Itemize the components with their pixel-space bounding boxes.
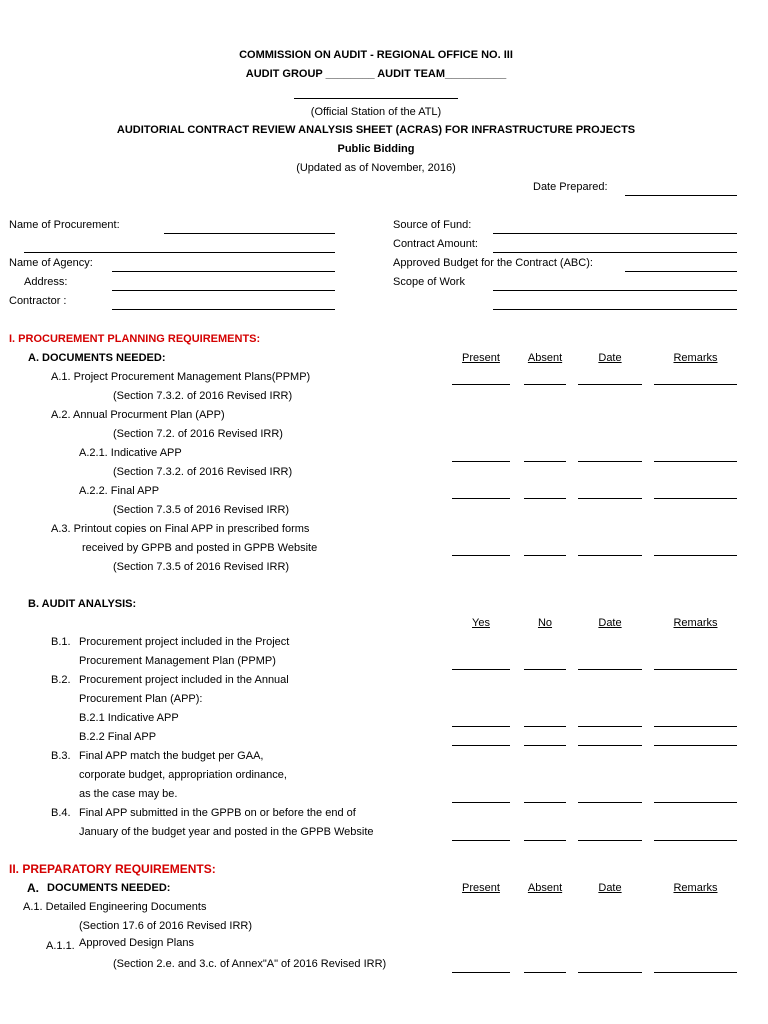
item-a22: A.2.2. Final APP bbox=[79, 485, 160, 497]
item-b4: Final APP submitted in the GPPB on or before the end of bbox=[79, 807, 356, 819]
blank-present-a1 bbox=[452, 384, 510, 385]
blank-yes-b21 bbox=[452, 726, 510, 727]
item-b3-line2: corporate budget, appropriation ordinance, bbox=[79, 769, 287, 781]
blank-present-a21 bbox=[452, 461, 510, 462]
source-of-fund-line bbox=[493, 233, 737, 234]
blank-date-b3 bbox=[578, 802, 642, 803]
blank-no-b4 bbox=[524, 840, 566, 841]
procurement-line-2 bbox=[24, 252, 335, 253]
blank-date-b22 bbox=[578, 745, 642, 746]
col-remarks-b: Remarks bbox=[673, 617, 718, 629]
blank-absent-a1 bbox=[524, 384, 566, 385]
contract-amount-line bbox=[493, 252, 737, 253]
blank-yes-b22 bbox=[452, 745, 510, 746]
item-b4-line2: January of the budget year and posted in the GPPB Website bbox=[79, 826, 374, 838]
document-title: AUDITORIAL CONTRACT REVIEW ANALYSIS SHEET (ACRAS) FOR INFRASTRUCTURE PROJECTS bbox=[116, 124, 636, 136]
blank-remarks-b3 bbox=[654, 802, 737, 803]
col-absent-2: Absent bbox=[527, 882, 563, 894]
blank-remarks-a21 bbox=[654, 461, 737, 462]
item-2a1: A.1. Detailed Engineering Documents bbox=[23, 901, 207, 913]
blank-yes-b3 bbox=[452, 802, 510, 803]
blank-remarks-a1 bbox=[654, 384, 737, 385]
scope-of-work-label: Scope of Work bbox=[393, 276, 465, 288]
date-prepared-line bbox=[625, 195, 737, 196]
blank-remarks-2a11 bbox=[654, 972, 737, 973]
section-1b-title: B. AUDIT ANALYSIS: bbox=[28, 598, 137, 610]
item-b1: Procurement project included in the Project bbox=[79, 636, 290, 648]
item-b2-num: B.2. bbox=[51, 674, 71, 686]
scope-line-1 bbox=[493, 290, 737, 291]
item-2a11: Approved Design Plans bbox=[79, 937, 194, 949]
section-1a-title: A. DOCUMENTS NEEDED: bbox=[28, 352, 166, 364]
blank-date-b4 bbox=[578, 840, 642, 841]
blank-remarks-b4 bbox=[654, 840, 737, 841]
abc-label: Approved Budget for the Contract (ABC): bbox=[393, 257, 593, 269]
col-remarks-2: Remarks bbox=[673, 882, 718, 894]
col-no: No bbox=[537, 617, 553, 629]
item-b1-num: B.1. bbox=[51, 636, 71, 648]
blank-no-b1 bbox=[524, 669, 566, 670]
item-b4-num: B.4. bbox=[51, 807, 71, 819]
item-2a11-ref: (Section 2.e. and 3.c. of Annex"A" of 2016 Revised IRR) bbox=[113, 958, 387, 970]
abc-line bbox=[625, 271, 737, 272]
address-label: Address: bbox=[24, 276, 68, 288]
blank-present-a22 bbox=[452, 498, 510, 499]
item-a1: A.1. Project Procurement Management Plans(PPMP) bbox=[51, 371, 311, 383]
document-subtitle: Public Bidding bbox=[337, 143, 415, 155]
item-a2: A.2. Annual Procurment Plan (APP) bbox=[51, 409, 225, 421]
contractor-label: Contractor : bbox=[9, 295, 67, 307]
col-yes: Yes bbox=[472, 617, 490, 629]
agency-line bbox=[112, 271, 335, 272]
contract-amount-label: Contract Amount: bbox=[393, 238, 478, 250]
blank-no-b3 bbox=[524, 802, 566, 803]
item-b2: Procurement project included in the Annual bbox=[79, 674, 289, 686]
section-1-title: I. PROCUREMENT PLANNING REQUIREMENTS: bbox=[9, 333, 261, 345]
blank-remarks-b21 bbox=[654, 726, 737, 727]
source-of-fund-label: Source of Fund: bbox=[393, 219, 472, 231]
blank-absent-2a11 bbox=[524, 972, 566, 973]
header-line1: COMMISSION ON AUDIT - REGIONAL OFFICE NO. III bbox=[239, 49, 513, 61]
procurement-line-1 bbox=[164, 233, 335, 234]
col-date-b: Date bbox=[598, 617, 622, 629]
blank-yes-b1 bbox=[452, 669, 510, 670]
blank-remarks-b22 bbox=[654, 745, 737, 746]
col-date: Date bbox=[598, 352, 622, 364]
blank-absent-a3 bbox=[524, 555, 566, 556]
blank-absent-a21 bbox=[524, 461, 566, 462]
item-b1-line2: Procurement Management Plan (PPMP) bbox=[79, 655, 276, 667]
blank-remarks-b1 bbox=[654, 669, 737, 670]
blank-date-b1 bbox=[578, 669, 642, 670]
blank-date-b21 bbox=[578, 726, 642, 727]
item-a3: A.3. Printout copies on Final APP in prescribed forms bbox=[51, 523, 310, 535]
blank-present-2a11 bbox=[452, 972, 510, 973]
col-present: Present bbox=[462, 352, 500, 364]
blank-date-a21 bbox=[578, 461, 642, 462]
contractor-line bbox=[112, 309, 335, 310]
blank-date-2a11 bbox=[578, 972, 642, 973]
date-prepared-label: Date Prepared: bbox=[533, 181, 608, 193]
blank-date-a1 bbox=[578, 384, 642, 385]
official-station: (Official Station of the ATL) bbox=[310, 106, 442, 118]
item-2a11-num: A.1.1. bbox=[46, 940, 75, 952]
header-audit-group: AUDIT GROUP ________ AUDIT TEAM__________ bbox=[245, 68, 507, 80]
updated-date: (Updated as of November, 2016) bbox=[296, 162, 456, 174]
blank-no-b21 bbox=[524, 726, 566, 727]
blank-remarks-a22 bbox=[654, 498, 737, 499]
section-2a-letter: A. bbox=[27, 881, 39, 895]
item-b3-line3: as the case may be. bbox=[79, 788, 178, 800]
section-2-title: II. PREPARATORY REQUIREMENTS: bbox=[9, 862, 216, 876]
col-date-2: Date bbox=[598, 882, 622, 894]
blank-absent-a22 bbox=[524, 498, 566, 499]
section-2a-title: DOCUMENTS NEEDED: bbox=[47, 882, 171, 894]
col-present-2: Present bbox=[462, 882, 500, 894]
station-line bbox=[294, 98, 458, 99]
item-2a1-ref: (Section 17.6 of 2016 Revised IRR) bbox=[79, 920, 253, 932]
blank-remarks-a3 bbox=[654, 555, 737, 556]
col-absent: Absent bbox=[527, 352, 563, 364]
blank-no-b22 bbox=[524, 745, 566, 746]
item-b21: B.2.1 Indicative APP bbox=[79, 712, 179, 724]
item-a3-ref: (Section 7.3.5 of 2016 Revised IRR) bbox=[113, 561, 290, 573]
item-b3: Final APP match the budget per GAA, bbox=[79, 750, 264, 762]
item-a3-line2: received by GPPB and posted in GPPB Website bbox=[82, 542, 318, 554]
name-of-agency-label: Name of Agency: bbox=[9, 257, 93, 269]
item-a21-ref: (Section 7.3.2. of 2016 Revised IRR) bbox=[113, 466, 293, 478]
address-line bbox=[112, 290, 335, 291]
blank-date-a22 bbox=[578, 498, 642, 499]
item-a2-ref: (Section 7.2. of 2016 Revised IRR) bbox=[113, 428, 283, 440]
blank-yes-b4 bbox=[452, 840, 510, 841]
scope-line-2 bbox=[493, 309, 737, 310]
item-a1-ref: (Section 7.3.2. of 2016 Revised IRR) bbox=[113, 390, 293, 402]
item-b22: B.2.2 Final APP bbox=[79, 731, 157, 743]
blank-present-a3 bbox=[452, 555, 510, 556]
col-remarks: Remarks bbox=[673, 352, 718, 364]
name-of-procurement-label: Name of Procurement: bbox=[9, 219, 120, 231]
item-a21: A.2.1. Indicative APP bbox=[79, 447, 182, 459]
item-b3-num: B.3. bbox=[51, 750, 71, 762]
item-a22-ref: (Section 7.3.5 of 2016 Revised IRR) bbox=[113, 504, 290, 516]
blank-date-a3 bbox=[578, 555, 642, 556]
item-b2-line2: Procurement Plan (APP): bbox=[79, 693, 203, 705]
